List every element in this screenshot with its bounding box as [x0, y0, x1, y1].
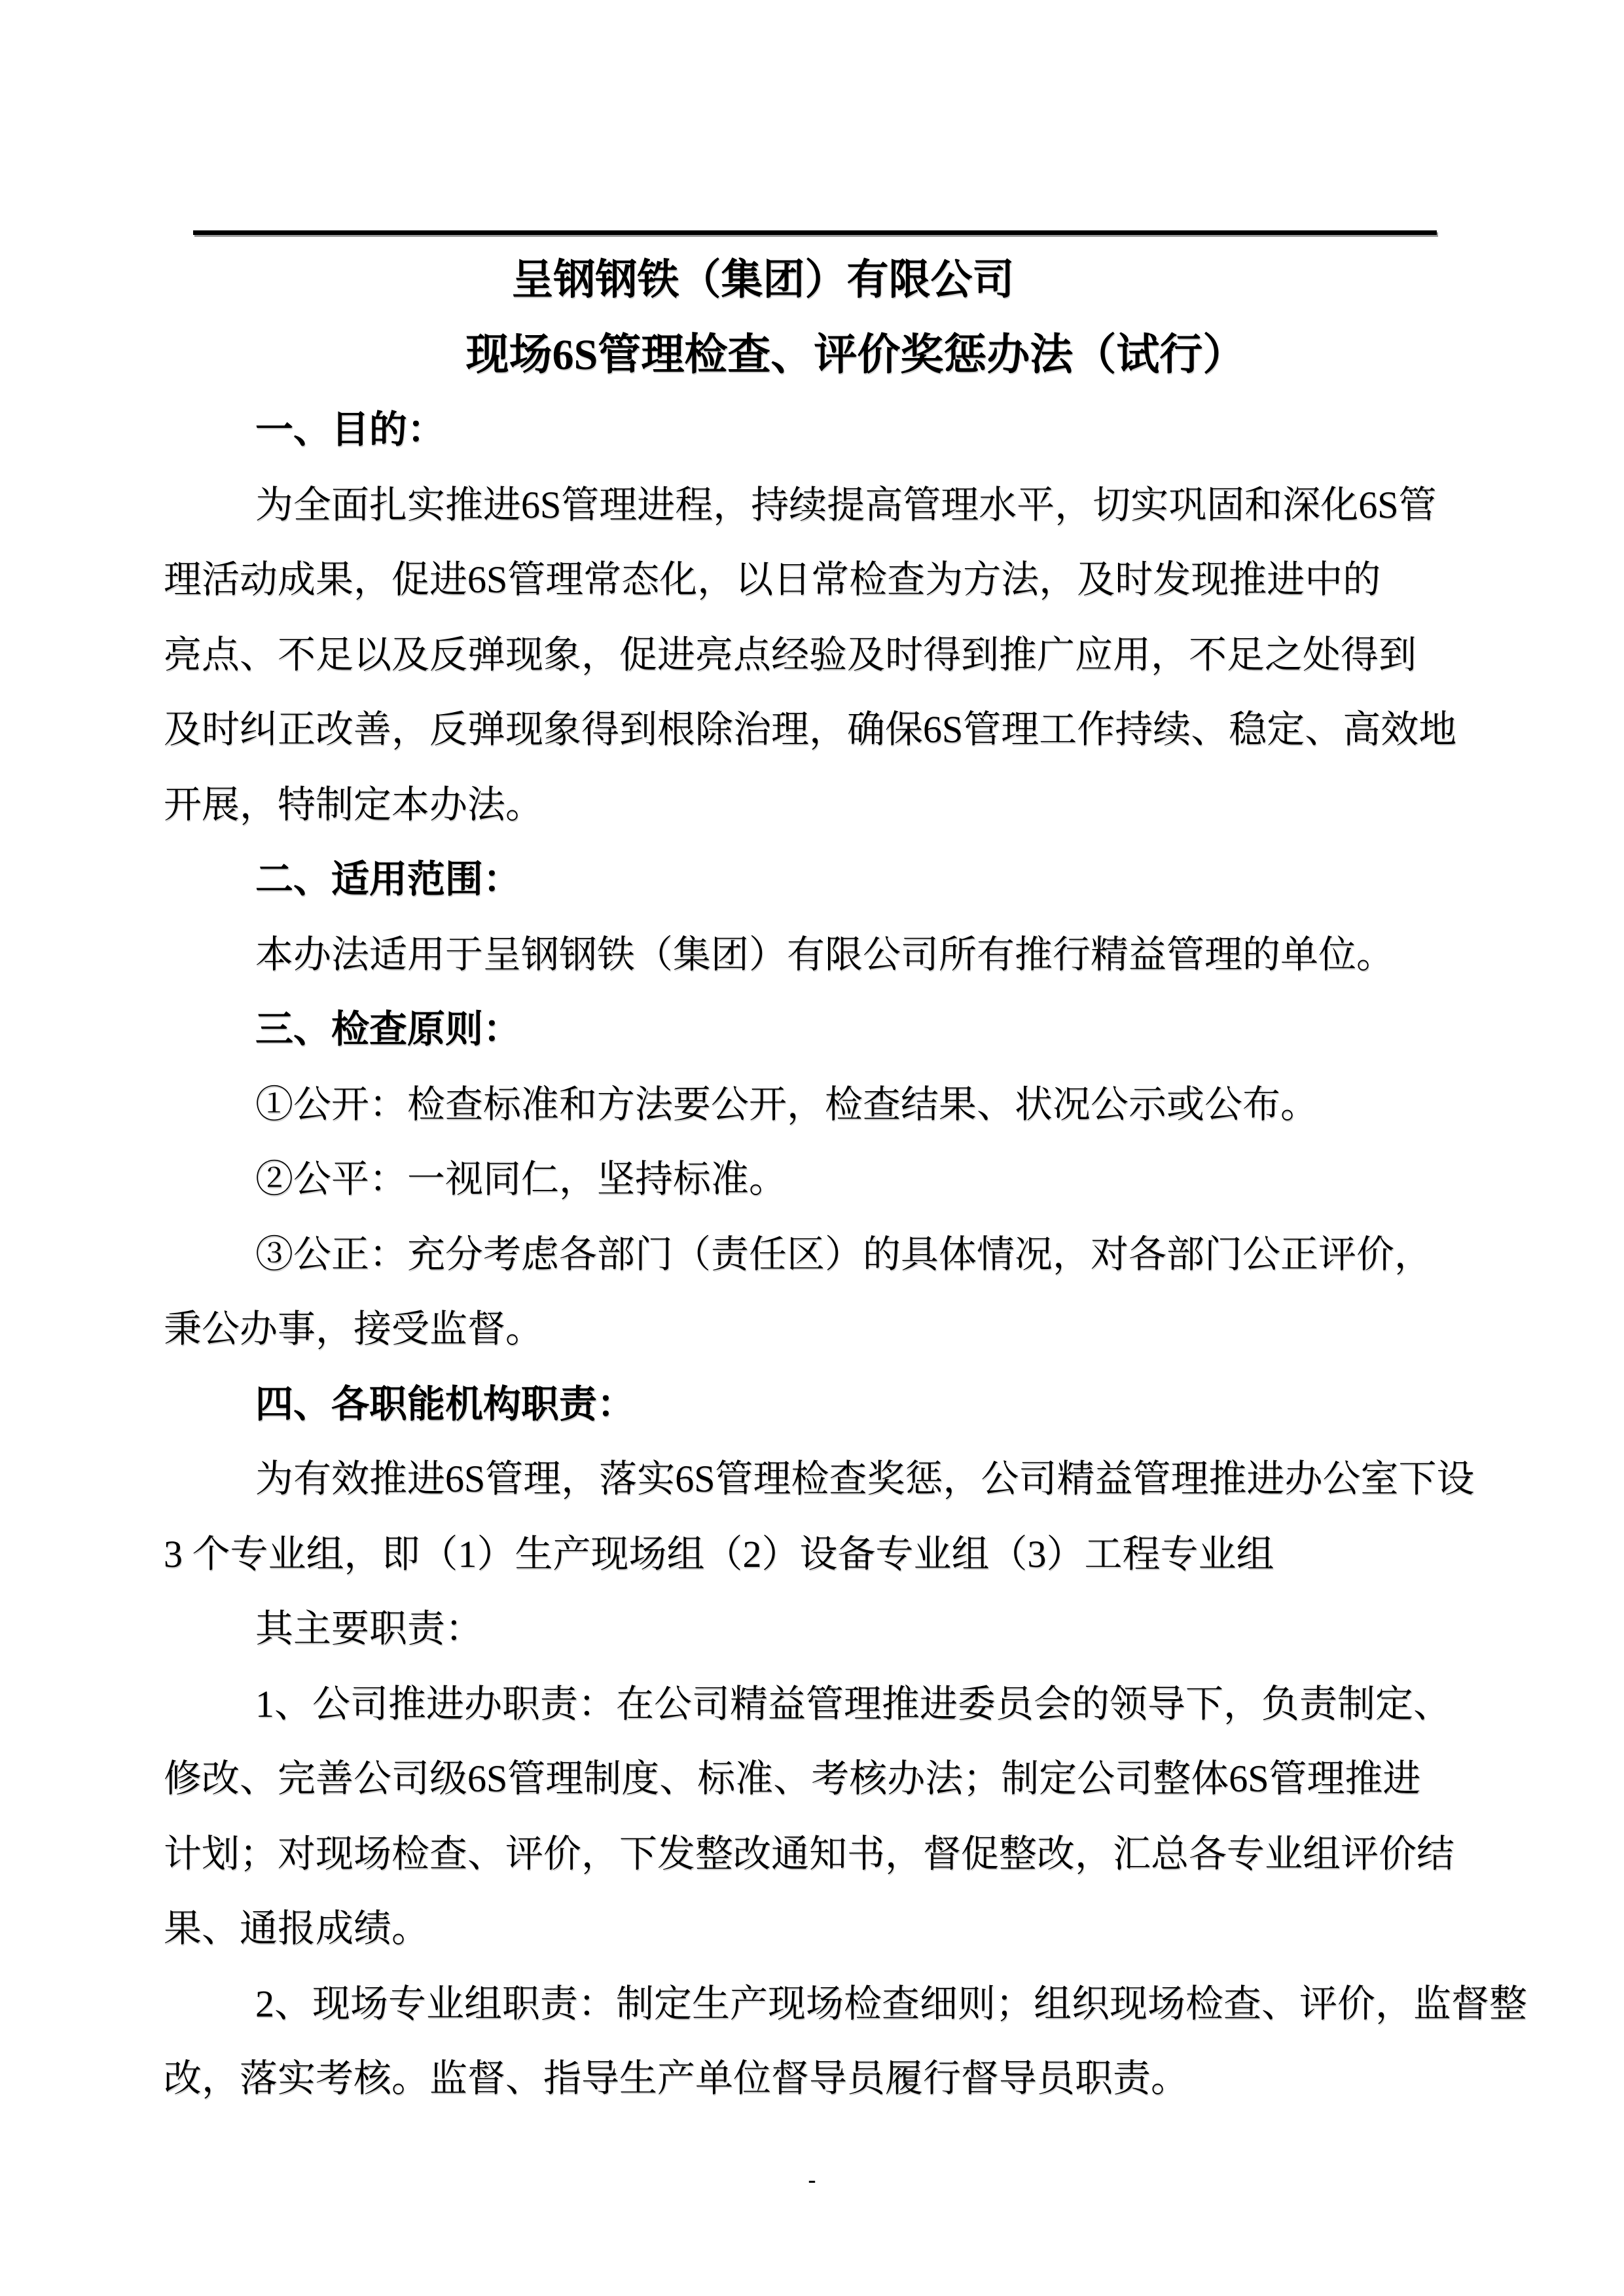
body-line: 理活动成果，促进6S管理常态化，以日常检查为方法，及时发现推进中的 [164, 558, 1381, 601]
section-3-heading: 三、检查原则： [255, 1008, 522, 1050]
body-line: 改，落实考核。监督、指导生产单位督导员履行督导员职责。 [164, 2057, 1189, 2100]
body-line: 及时纠正改善，反弹现象得到根除治理，确保6S管理工作持续、稳定、高效地 [164, 708, 1457, 751]
page-footer [0, 2160, 1624, 2199]
body-line: 其主要职责： [255, 1607, 484, 1650]
section-4-heading: 四、各职能机构职责： [255, 1382, 636, 1426]
header-rule [193, 230, 1437, 235]
body-line: ②公平：一视同仁，坚持标准。 [255, 1158, 787, 1200]
body-line: 亮点、不足以及反弹现象，促进亮点经验及时得到推广应用，不足之处得到 [164, 633, 1417, 676]
section-2-heading: 二、适用范围： [255, 858, 522, 901]
document-body [164, 243, 1528, 2117]
body-line: 秉公办事，接受监督。 [164, 1308, 544, 1350]
section-1-heading: 一、目的： [255, 408, 446, 451]
body-line: 1、公司推进办职责：在公司精益管理推进委员会的领导下，负责制定、 [255, 1682, 1452, 1725]
body-line: ③公正：充分考虑各部门（责任区）的具体情况，对各部门公正评价， [255, 1232, 1433, 1276]
page-number-mark: - [808, 2166, 816, 2193]
company-name: 呈钢钢铁（集团）有限公司 [511, 257, 1015, 303]
body-line: 开展，特制定本办法。 [164, 783, 544, 826]
body-line: 果、通报成绩。 [164, 1907, 430, 1950]
body-line: 计划；对现场检查、评价，下发整改通知书，督促整改，汇总各专业组评价结 [164, 1832, 1455, 1875]
body-line: 本办法适用于呈钢钢铁（集团）有限公司所有推行精益管理的单位。 [255, 933, 1395, 976]
document-title: 现场6S管理检查、评价奖惩办法（试行） [465, 331, 1246, 379]
body-line: 2、现场专业组职责：制定生产现场检查细则；组织现场检查、评价，监督整 [255, 1982, 1528, 2025]
body-line: 为全面扎实推进6S管理进程，持续提高管理水平，切实巩固和深化6S管 [255, 483, 1437, 526]
body-line: ①公开：检查标准和方法要公开，检查结果、状况公示或公布。 [255, 1083, 1319, 1126]
body-line: 修改、完善公司级6S管理制度、标准、考核办法；制定公司整体6S管理推进 [164, 1757, 1421, 1800]
body-line: 为有效推进6S管理，落实6S管理检查奖惩，公司精益管理推进办公室下设 [255, 1458, 1475, 1500]
body-line: 3 个专业组，即（1）生产现场组（2）设备专业组（3）工程专业组 [164, 1532, 1274, 1575]
